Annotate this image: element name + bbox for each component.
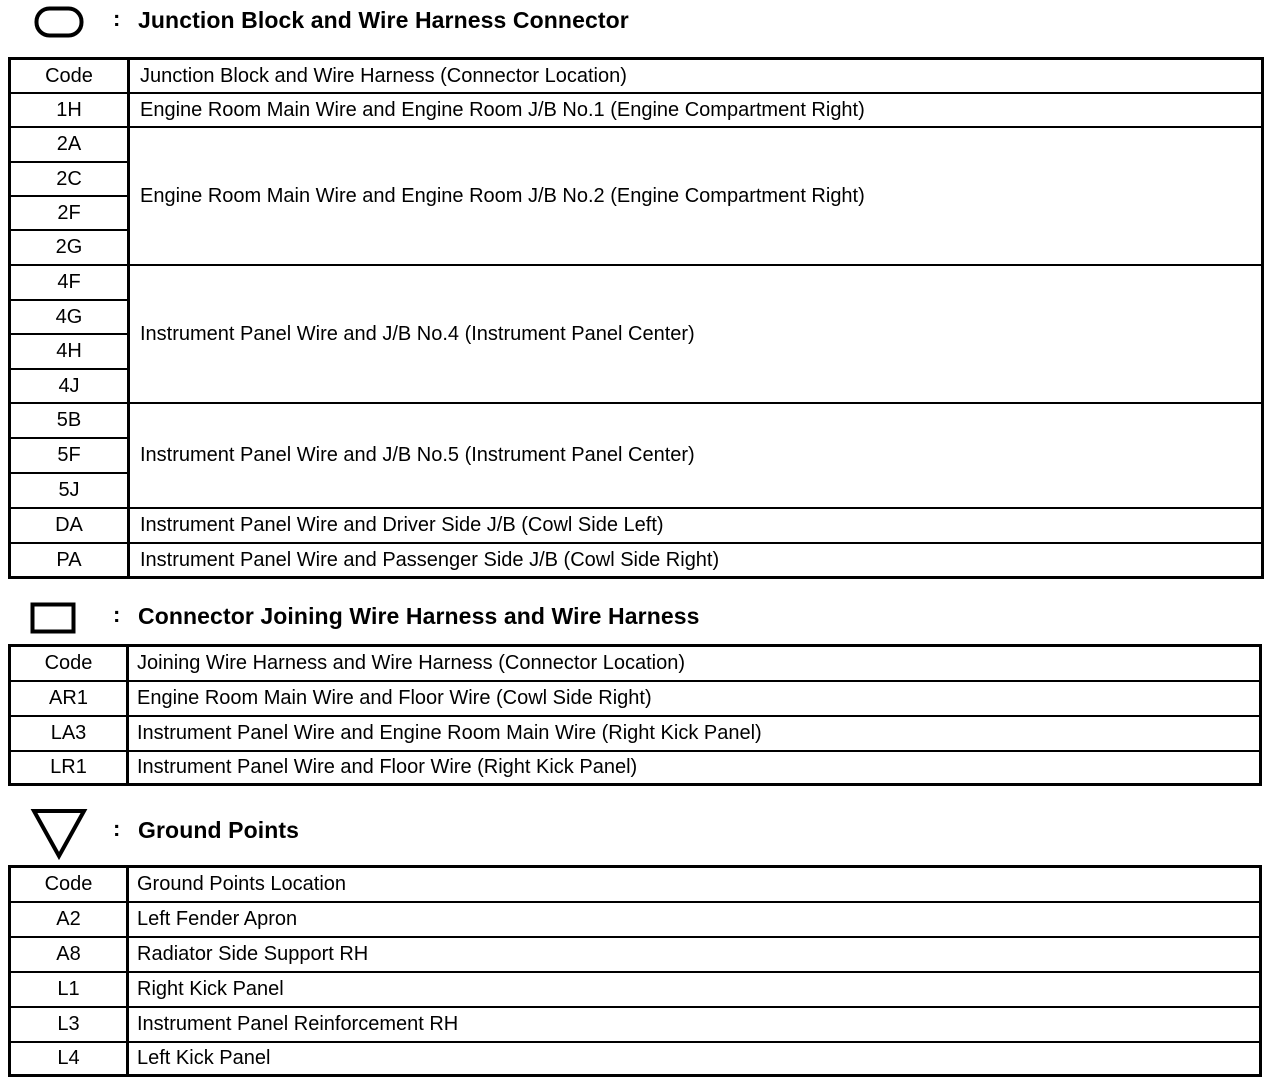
code-cell: 5B (10, 403, 129, 438)
description-cell: Right Kick Panel (128, 972, 1261, 1007)
description-cell: Instrument Panel Wire and J/B No.4 (Instrument Panel Center) (129, 265, 1263, 403)
table-row (10, 1007, 1261, 1042)
code-header: Code (10, 867, 128, 902)
rounded-rectangle-icon (34, 6, 84, 38)
code-cell: 5J (10, 473, 129, 508)
code-header: Code (10, 59, 129, 93)
ground-points-section-heading (0, 808, 1280, 848)
code-cell: L1 (10, 972, 128, 1007)
description-cell: Instrument Panel Wire and Engine Room Main Wire (Right Kick Panel) (128, 716, 1261, 751)
code-cell: LA3 (10, 716, 128, 751)
description-cell: Engine Room Main Wire and Engine Room J/B No.2 (Engine Compartment Right) (129, 127, 1263, 265)
section-title: Junction Block and Wire Harness Connector (138, 7, 629, 33)
section-title: Connector Joining Wire Harness and Wire Harness (138, 603, 700, 629)
table-row (10, 543, 1263, 578)
table-row (10, 902, 1261, 937)
table-header-row (10, 867, 1261, 902)
table-header-row (10, 646, 1261, 681)
code-cell: 4J (10, 369, 129, 403)
code-cell: L4 (10, 1042, 128, 1076)
table-row (10, 1042, 1261, 1076)
section-colon: : (113, 6, 121, 31)
description-cell: Radiator Side Support RH (128, 937, 1261, 972)
code-cell: 5F (10, 438, 129, 473)
inverted-triangle-icon (30, 808, 88, 860)
junction-block-table (8, 57, 1264, 579)
section-colon: : (113, 816, 121, 841)
code-cell: A2 (10, 902, 128, 937)
code-cell: 2A (10, 127, 129, 162)
code-cell: 4H (10, 334, 129, 369)
description-cell: Instrument Panel Wire and J/B No.5 (Instrument Panel Center) (129, 403, 1263, 508)
code-cell: 1H (10, 93, 129, 127)
description-cell: Instrument Panel Wire and Floor Wire (Right Kick Panel) (128, 751, 1261, 785)
description-cell: Left Fender Apron (128, 902, 1261, 937)
table-row (10, 716, 1261, 751)
code-cell: PA (10, 543, 129, 578)
code-cell: L3 (10, 1007, 128, 1042)
code-cell: LR1 (10, 751, 128, 785)
junction-block-section-heading (0, 0, 1280, 40)
code-cell: 4G (10, 300, 129, 334)
table-row (10, 681, 1261, 716)
section-colon: : (113, 602, 121, 627)
code-cell: AR1 (10, 681, 128, 716)
table-row (10, 508, 1263, 543)
description-cell: Engine Room Main Wire and Engine Room J/B No.1 (Engine Compartment Right) (129, 93, 1263, 127)
code-cell: 4F (10, 265, 129, 300)
ground-points-table (8, 865, 1262, 1077)
code-cell: DA (10, 508, 129, 543)
table-row (10, 265, 1263, 300)
description-cell: Engine Room Main Wire and Floor Wire (Cowl Side Right) (128, 681, 1261, 716)
code-header: Code (10, 646, 128, 681)
connector-section-heading (0, 596, 1280, 636)
table-header-row (10, 59, 1263, 93)
connector-table (8, 644, 1262, 786)
description-cell: Instrument Panel Wire and Passenger Side J/B (Cowl Side Right) (129, 543, 1263, 578)
table-row (10, 937, 1261, 972)
section-title: Ground Points (138, 817, 300, 843)
code-cell: 2G (10, 230, 129, 265)
description-header: Ground Points Location (128, 867, 1261, 902)
description-header: Junction Block and Wire Harness (Connector Location) (129, 59, 1263, 93)
description-header: Joining Wire Harness and Wire Harness (Connector Location) (128, 646, 1261, 681)
table-row (10, 127, 1263, 162)
code-cell: 2C (10, 162, 129, 196)
description-cell: Instrument Panel Reinforcement RH (128, 1007, 1261, 1042)
table-row (10, 93, 1263, 127)
code-cell: 2F (10, 196, 129, 230)
table-row (10, 751, 1261, 785)
table-row (10, 972, 1261, 1007)
code-cell: A8 (10, 937, 128, 972)
description-cell: Left Kick Panel (128, 1042, 1261, 1076)
description-cell: Instrument Panel Wire and Driver Side J/B (Cowl Side Left) (129, 508, 1263, 543)
rectangle-icon (30, 602, 76, 634)
table-row (10, 403, 1263, 438)
